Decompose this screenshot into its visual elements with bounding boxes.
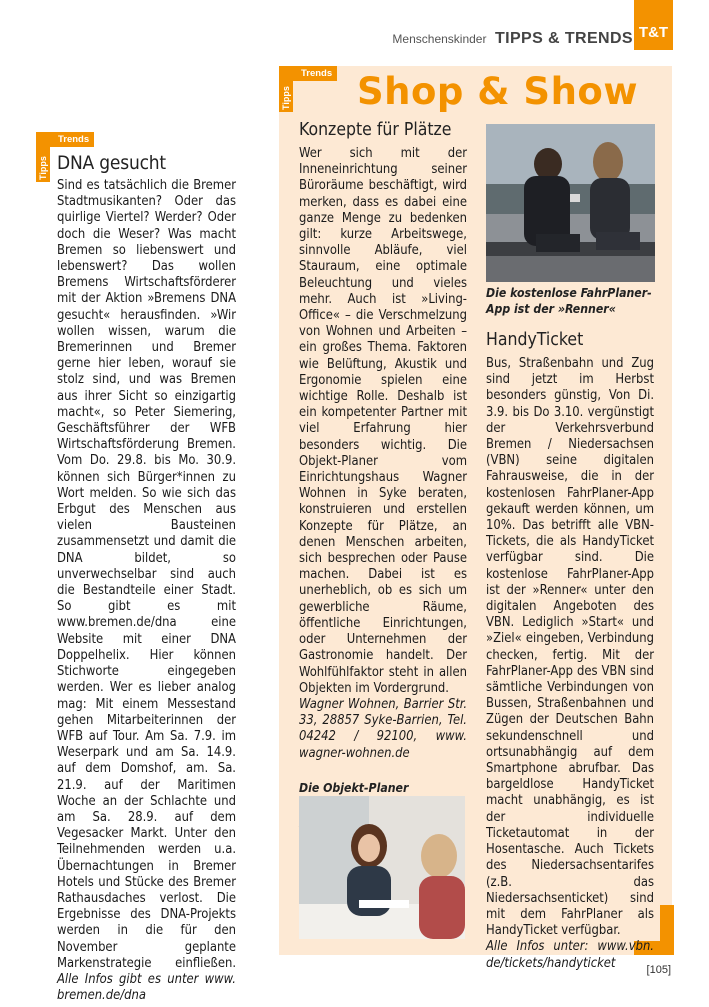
article-body [57,178,236,1004]
dna-article [57,152,236,1004]
header-section: TIPPS & TRENDS [494,30,633,47]
badge-horizontal-label: Trends [50,132,94,147]
handyticket-footer: Alle Infos unter: www.vbn. de/tickets/handyticket [486,939,654,971]
handyticket-article [486,330,654,972]
konzepte-title: Konzepte für Plätze [299,120,452,140]
article-footer: Alle Infos gibt es unter www. bremen.de/dna [57,971,236,1004]
badge-vertical-label: Tipps [38,156,48,180]
page-number: [105] [646,964,671,976]
konzepte-article [299,120,467,828]
article-title: DNA gesucht [57,152,166,174]
section-tab [634,0,673,50]
box-title: Shop & Show [357,70,639,113]
konzepte-address: Wagner Wohnen, Barrier Str. 33, 28857 Syke-Barrien, Tel. 04242 / 92100, www. wagner-wohnen.de [299,696,467,761]
bus-stop-photo [486,124,655,282]
office-photo [299,796,465,939]
article-text: Sind es tatsächlich die Bremer Stadtmusikanten? Oder das quirlige Viertel? Werder? Oder doch die Weser? Was macht Bremen so liebenswert und lebenswert? Das wollen Bremens Wirtschaftsförderer mit der Aktion »Bremens DNA gesucht« herausfinden. »Wir wollen wissen, warum die Bremerinnen und Bremer gerne hier leben, worauf sie stolz sind, und was Bremen aus ihrer Sicht so einzigartig macht«, so Peter Siemering, Geschäftsführer der WFB Wirtschaftsförderung Bremen. Vom Do. 29.8. bis Mo. 30.9. können sich Bürger*innen zu Wort melden. So wie sich das Erbgut des Menschen aus vielen Bausteinen zusammensetzt und damit die DNA bildet, so unverwechselbar sind auch die Bestandteile einer Stadt. So gibt es mit www.bremen.de/dna eine Website mit einer DNA Doppelhelix. Hier können Stichworte eingegeben werden. Wer es lieber analog mag: Mit einem Messestand gehen Mitarbeiterinnen der WFB auf Tour. Am Sa. 7.9. im Weserpark und am Sa. 14.9. auf dem Domshof, am. Sa. 21.9. auf der Maritimen Woche an der Schlachte und am Sa. 28.9. auf dem Vegesacker Markt. Unter den Teilnehmenden werden u.a. Übernachtungen in Bremer Hotels und Stücke des Bremer Rathausdaches verlost. Die Ergebnisse des DNA-Projekts werden in die für den November geplante Markenstrategie einfließen. [57,178,236,971]
box-badge-vertical-label: Tipps [281,86,291,110]
box-badge-horizontal-label: Trends [293,66,337,81]
handyticket-title: HandyTicket [486,330,584,350]
handyticket-text: Bus, Straßenbahn und Zug sind jetzt im Herbst besonders günstig, Von Di. 3.9. bis Do 3.10. vergünstigt der Verkehrsverbund Bremen / Niedersachsen (VBN) seine digitalen Fahrausweise, die in der kostenlosen FahrPlaner-App gekauft werden können, um 10%. Das betrifft alle VBN-Tickets, die als HandyTicket verfügbar sind. Die kostenlose FahrPlaner-App ist der »Renner« unter den digitalen Angeboten des VBN. Lediglich »Start« und »Ziel« eingeben, Verbindung checken, fertig. Mit der FahrPlaner-App des VBN sind sämtliche Verbindungen von Bussen, Straßenbahnen und Zügen der Deutschen Bahn sekundenschnell und ortsunabhängig auf dem Smartphone abrufbar. Das bargeldlose HandyTicket macht unabhängig, es ist der individuelle Ticketautomat in der Hosentasche. Auch Tickets des Niedersachsentarifes (z.B. das Niedersachsenticket) sind mit dem FahrPlaner als HandyTicket verfügbar. [486,356,654,939]
section-tab-label: T&T [638,24,669,41]
konzepte-text: Wer sich mit der Inneneinrichtung seiner Büroräume beschäftigt, wird merken, dass es dabei eine ganze Menge zu bedenken gilt: kurze Arbeitswege, sinnvolle Abläufe, viel Stauraum, eine optimale Beleuchtung und vieles mehr. Auch ist »Living-Office« – die Verschmelzung von Wohnen und Arbeiten – ein großes Thema. Faktoren wie Belüftung, Akustik und Ergonomie spielen eine wichtige Rolle. Deshalb ist ein kompetenter Partner mit viel Erfahrung hier besonders wichtig. Die Objekt-Planer vom Einrichtungshaus Wagner Wohnen in Syke beraten, konstruieren und erstellen Konzepte für Plätze, an denen Menschen arbeiten, sich besprechen oder Pause machen. Dabei ist es unerheblich, ob es sich um gewerbliche Räume, öffentliche Einrichtungen, oder Unternehmen der Gastronomie handelt. Der Wohlfühlfaktor steht in allen Objekten im Vordergrund. [299,146,467,696]
page-header [392,30,633,48]
konzepte-photo-caption: Die Objekt-Planer [299,780,409,795]
fahrplaner-photo-caption: Die kostenlose FahrPlaner-App ist der »Renner« [486,286,652,316]
header-kicker: Menschenskinder [392,32,487,46]
